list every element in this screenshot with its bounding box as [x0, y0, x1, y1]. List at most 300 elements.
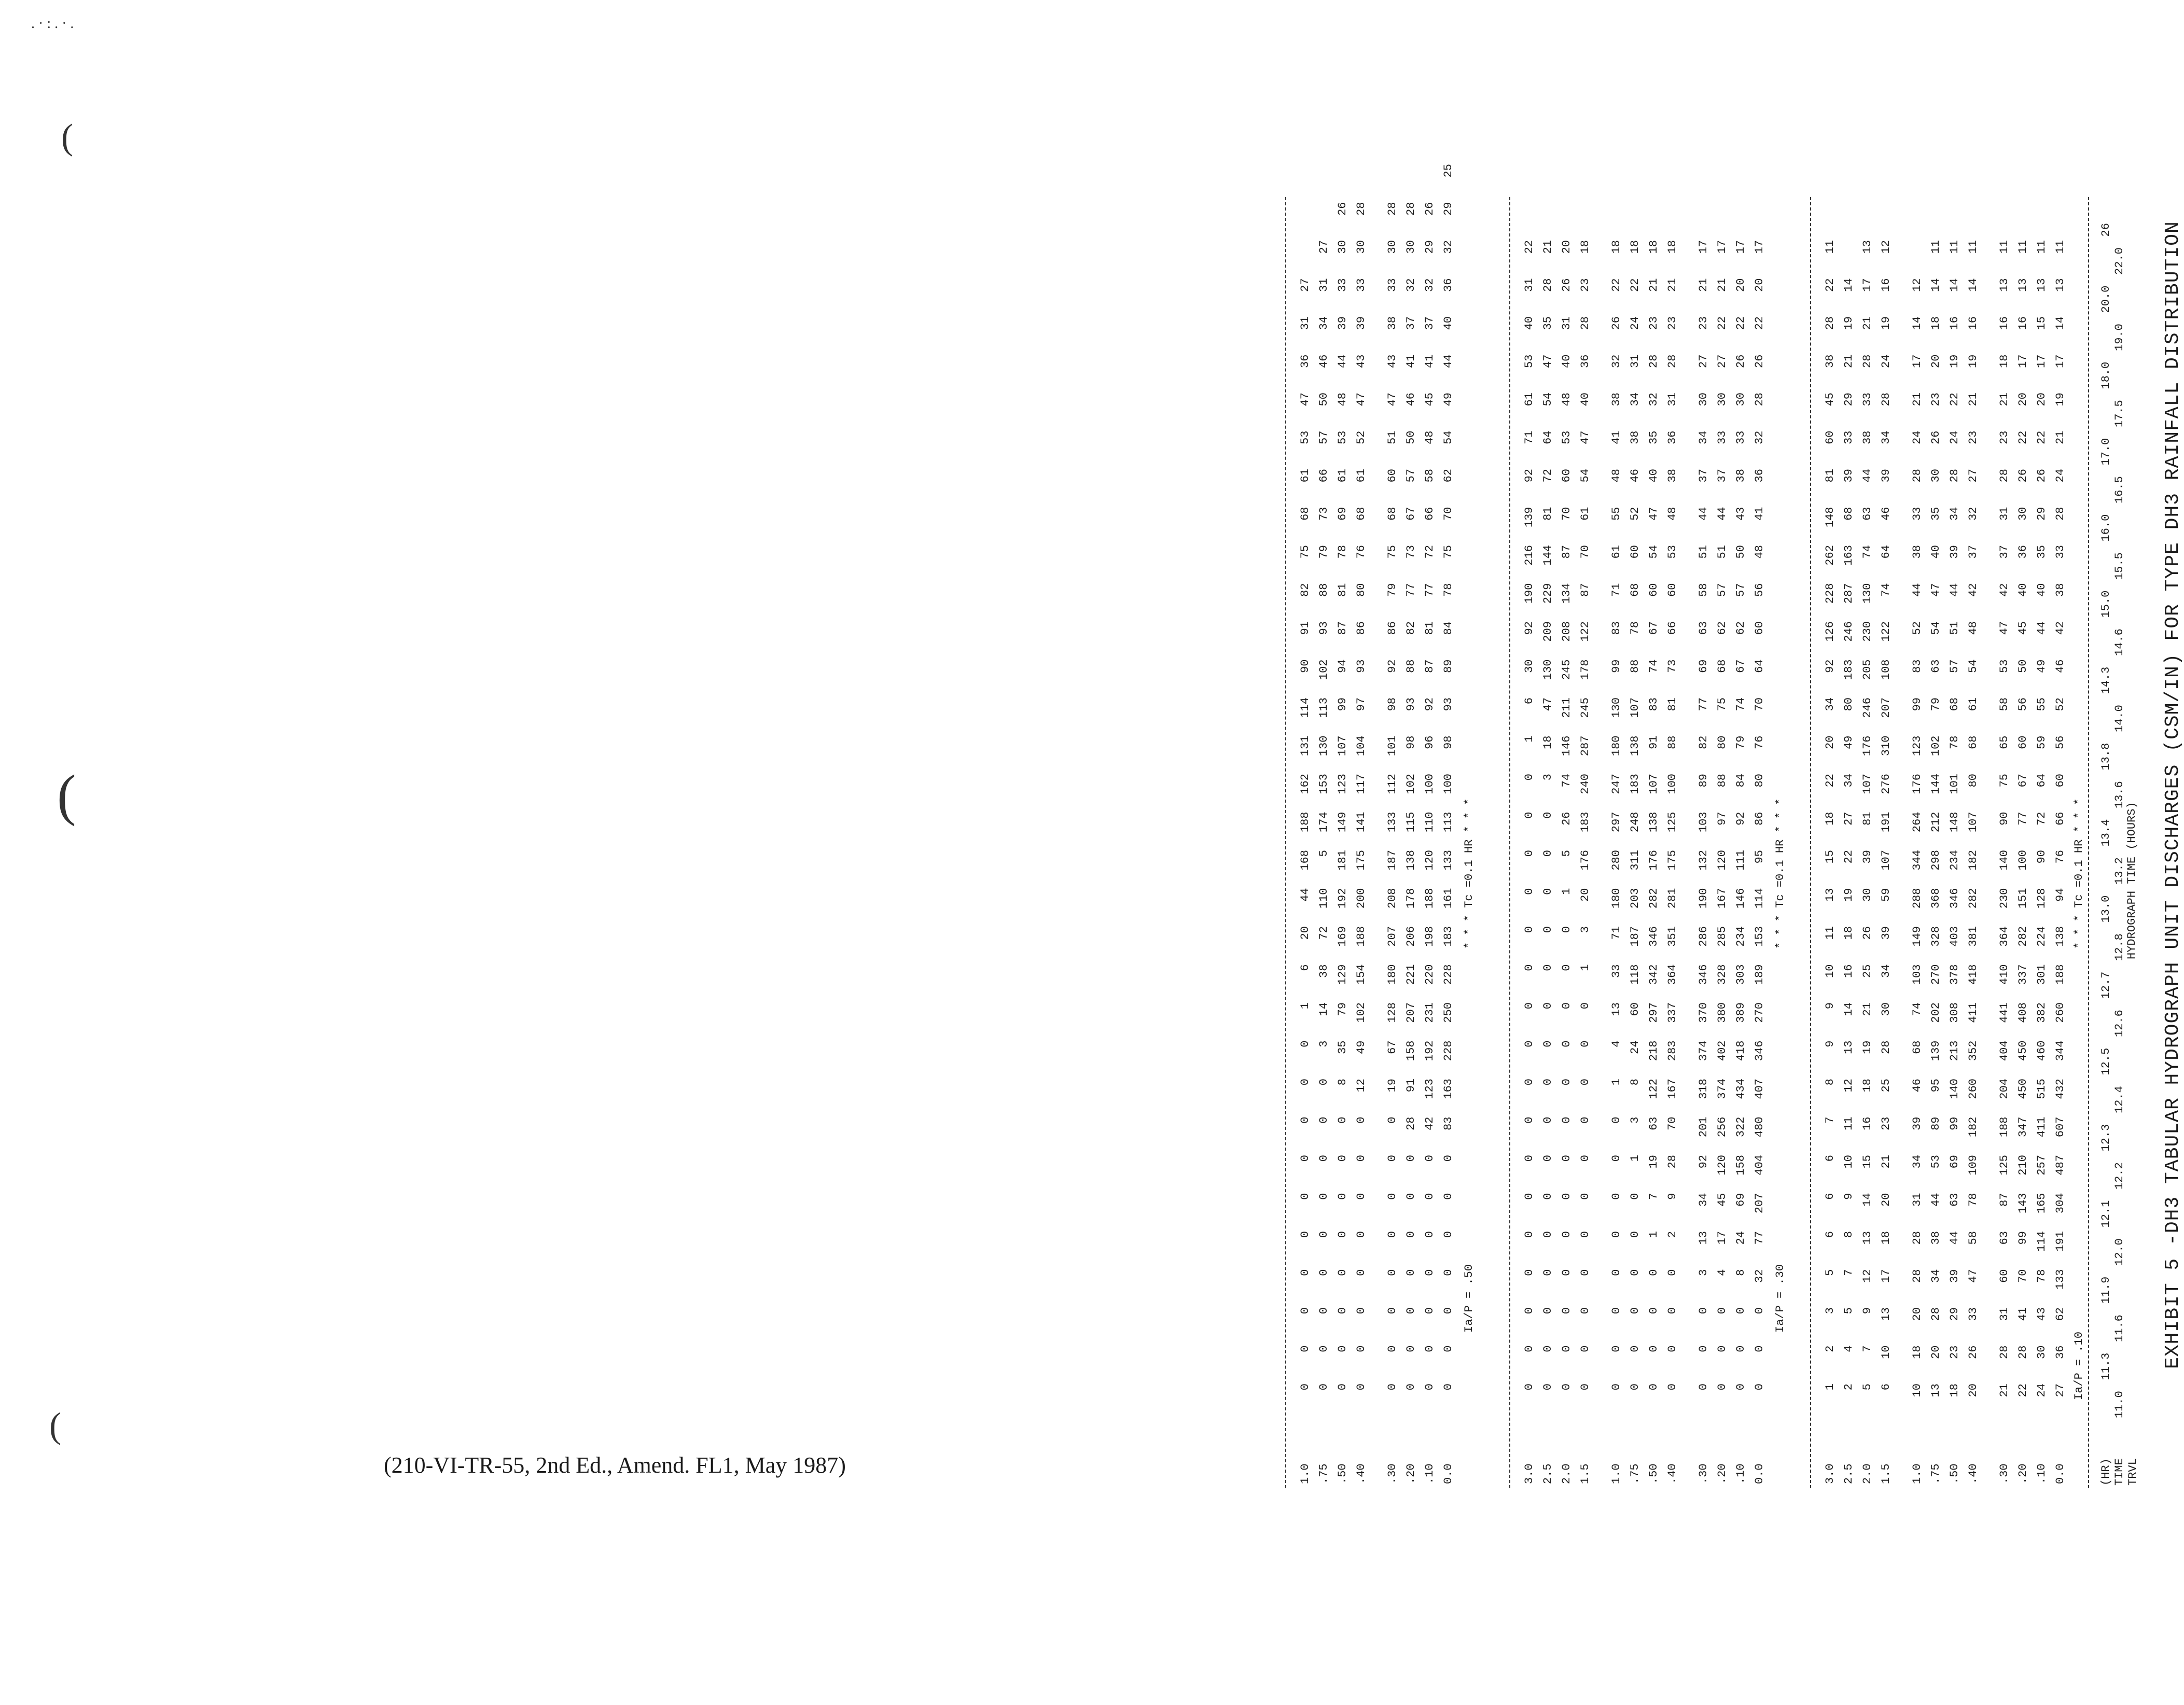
- discharge-value: 0: [1579, 1383, 1592, 1391]
- discharge-value: 87: [1423, 659, 1436, 673]
- discharge-value: 8: [1734, 1269, 1747, 1276]
- discharge-value: 34: [1842, 774, 1855, 788]
- discharge-value: 46: [2054, 659, 2067, 673]
- discharge-value: 34: [1317, 316, 1330, 330]
- discharge-value: 380: [1716, 1002, 1729, 1023]
- travel-time-row-label: .75: [1317, 1463, 1330, 1484]
- discharge-value: 0: [1523, 1193, 1536, 1200]
- discharge-value: 192: [1423, 1040, 1436, 1061]
- discharge-value: 7: [1861, 1345, 1874, 1352]
- discharge-value: 6: [1523, 697, 1536, 705]
- time-column-header: 14.0: [2113, 705, 2126, 732]
- discharge-value: 32: [1610, 354, 1623, 368]
- discharge-value: 15: [2035, 316, 2048, 330]
- discharge-value: 68: [1948, 697, 1961, 711]
- travel-time-row-label: .10: [1423, 1463, 1436, 1484]
- discharge-value: 68: [1299, 507, 1312, 521]
- discharge-value: 188: [2054, 964, 2067, 985]
- discharge-value: 54: [1579, 469, 1592, 483]
- discharge-value: 125: [1998, 1155, 2011, 1176]
- discharge-value: 26: [1560, 278, 1573, 292]
- discharge-value: 38: [2054, 583, 2067, 597]
- discharge-value: 120: [1716, 850, 1729, 871]
- discharge-value: 21: [1967, 393, 1980, 407]
- discharge-value: 146: [1560, 735, 1573, 757]
- discharge-value: 30: [2016, 507, 2029, 521]
- discharge-value: 0: [1523, 888, 1536, 895]
- discharge-value: 88: [1317, 583, 1330, 597]
- discharge-value: 88: [1629, 659, 1642, 673]
- discharge-value: 8: [1842, 1231, 1855, 1238]
- discharge-value: 32: [1753, 1269, 1766, 1283]
- discharge-value: 200: [1355, 888, 1368, 909]
- time-column-header: 14.3: [2099, 666, 2112, 694]
- discharge-value: 131: [1299, 735, 1312, 757]
- discharge-value: 297: [1647, 1002, 1660, 1023]
- discharge-value: 31: [1317, 278, 1330, 292]
- discharge-value: 39: [1355, 316, 1368, 330]
- discharge-value: 187: [1386, 850, 1399, 871]
- discharge-value: 36: [1753, 469, 1766, 483]
- discharge-value: 0: [1523, 1116, 1536, 1124]
- discharge-value: 17: [1734, 240, 1747, 254]
- discharge-value: 24: [1911, 430, 1924, 444]
- discharge-value: 26: [1560, 812, 1573, 826]
- discharge-value: 0: [1541, 926, 1554, 933]
- discharge-value: 163: [1442, 1079, 1455, 1099]
- discharge-value: 0: [1442, 1231, 1455, 1238]
- discharge-value: 0: [1442, 1193, 1455, 1200]
- travel-time-row-label: .40: [1355, 1463, 1368, 1484]
- discharge-value: 0: [1336, 1307, 1349, 1315]
- discharge-value: 2: [1824, 1345, 1837, 1352]
- discharge-value: 140: [1998, 850, 2011, 871]
- discharge-value: 5: [1842, 1307, 1855, 1315]
- discharge-value: 47: [1929, 583, 1942, 597]
- discharge-value: 0: [1523, 1040, 1536, 1047]
- discharge-value: 33: [1386, 278, 1399, 292]
- tc-band-label: * * * Tc =0.1 HR * * *: [2072, 798, 2085, 949]
- travel-time-row-label: .30: [1386, 1463, 1399, 1484]
- discharge-value: 21: [1666, 278, 1679, 292]
- discharge-value: 280: [1610, 850, 1623, 871]
- discharge-value: 0: [1734, 1383, 1747, 1391]
- discharge-value: 17: [1753, 240, 1766, 254]
- discharge-value: 40: [1929, 545, 1942, 559]
- discharge-value: 7: [1842, 1269, 1855, 1276]
- discharge-value: 364: [1666, 964, 1679, 985]
- discharge-value: 0: [1560, 1269, 1573, 1276]
- discharge-value: 30: [1880, 1002, 1893, 1016]
- discharge-value: 68: [1355, 507, 1368, 521]
- discharge-value: 24: [1629, 1040, 1642, 1054]
- discharge-value: 418: [1967, 964, 1980, 985]
- discharge-value: 61: [1579, 507, 1592, 521]
- discharge-value: 126: [1824, 621, 1837, 642]
- discharge-value: 28: [2016, 1345, 2029, 1359]
- discharge-value: 0: [1386, 1345, 1399, 1352]
- discharge-value: 54: [1647, 545, 1660, 559]
- discharge-value: 8: [1824, 1079, 1837, 1086]
- discharge-value: 17: [1716, 1231, 1729, 1245]
- discharge-value: 14: [1842, 278, 1855, 292]
- discharge-value: 59: [1880, 888, 1893, 902]
- discharge-value: 0: [1299, 1116, 1312, 1124]
- discharge-value: 44: [1948, 1231, 1961, 1245]
- discharge-value: 67: [2016, 774, 2029, 788]
- discharge-value: 230: [1998, 888, 2011, 909]
- discharge-value: 128: [1386, 1002, 1399, 1023]
- discharge-value: 81: [1824, 469, 1837, 483]
- discharge-value: 14: [1317, 1002, 1330, 1016]
- discharge-value: 77: [2016, 812, 2029, 826]
- discharge-value: 44: [1929, 1193, 1942, 1207]
- discharge-value: 33: [1336, 278, 1349, 292]
- discharge-value: 68: [1629, 583, 1642, 597]
- discharge-value: 151: [2016, 888, 2029, 909]
- discharge-value: 38: [1861, 430, 1874, 444]
- discharge-value: 31: [1666, 393, 1679, 407]
- discharge-value: 100: [2016, 850, 2029, 871]
- travel-time-row-label: .50: [1336, 1463, 1349, 1484]
- discharge-value: 5: [1560, 850, 1573, 857]
- discharge-value: 149: [1911, 926, 1924, 947]
- discharge-value: 22: [1629, 278, 1642, 292]
- discharge-value: 61: [1967, 697, 1980, 711]
- discharge-value: 14: [1948, 278, 1961, 292]
- discharge-value: 30: [1734, 393, 1747, 407]
- discharge-value: 63: [1948, 1193, 1961, 1207]
- discharge-value: 22: [1610, 278, 1623, 292]
- discharge-value: 74: [1911, 1002, 1924, 1016]
- discharge-value: 188: [1423, 888, 1436, 909]
- discharge-value: 183: [1629, 774, 1642, 794]
- discharge-value: 210: [2016, 1155, 2029, 1176]
- discharge-value: 20: [1880, 1193, 1893, 1207]
- discharge-value: 17: [1697, 240, 1710, 254]
- discharge-value: 22: [2016, 1383, 2029, 1397]
- discharge-value: 75: [1386, 545, 1399, 559]
- discharge-value: 27: [1299, 278, 1312, 292]
- discharge-value: 42: [2054, 621, 2067, 635]
- discharge-value: 0: [1629, 1345, 1642, 1352]
- discharge-value: 0: [1442, 1155, 1455, 1162]
- discharge-value: 17: [1716, 240, 1729, 254]
- discharge-value: 1: [1824, 1383, 1837, 1391]
- discharge-value: 0: [1697, 1307, 1710, 1315]
- discharge-value: 53: [1336, 430, 1349, 444]
- discharge-value: 27: [1842, 812, 1855, 826]
- discharge-value: 28: [1911, 469, 1924, 483]
- discharge-value: 1: [1610, 1079, 1623, 1086]
- discharge-value: 0: [1299, 1269, 1312, 1276]
- discharge-value: 38: [1317, 964, 1330, 978]
- discharge-value: 0: [1423, 1383, 1436, 1391]
- discharge-value: 48: [1610, 469, 1623, 483]
- discharge-value: 88: [1666, 735, 1679, 749]
- travel-time-row-label: .75: [1929, 1463, 1942, 1484]
- discharge-value: 100: [1442, 774, 1455, 794]
- discharge-value: 20: [1929, 354, 1942, 368]
- discharge-value: 104: [1355, 735, 1368, 757]
- discharge-value: 78: [1948, 735, 1961, 749]
- discharge-value: 18: [1824, 812, 1837, 826]
- discharge-value: 78: [1629, 621, 1642, 635]
- discharge-value: 286: [1697, 926, 1710, 947]
- discharge-value: 23: [1697, 316, 1710, 330]
- discharge-value: 1: [1299, 1002, 1312, 1010]
- discharge-value: 31: [1299, 316, 1312, 330]
- discharge-value: 487: [2054, 1155, 2067, 1176]
- discharge-value: 19: [2054, 393, 2067, 407]
- discharge-value: 6: [1824, 1193, 1837, 1200]
- discharge-value: 28: [1861, 354, 1874, 368]
- footer-citation: (210-VI-TR-55, 2nd Ed., Amend. FL1, May 1987): [384, 1452, 846, 1478]
- discharge-value: 0: [1629, 1231, 1642, 1238]
- discharge-value: 11: [1824, 240, 1837, 254]
- discharge-value: 47: [1541, 354, 1554, 368]
- discharge-value: 66: [1317, 469, 1330, 483]
- discharge-value: 79: [1386, 583, 1399, 597]
- discharge-value: 228: [1442, 964, 1455, 985]
- discharge-value: 368: [1929, 888, 1942, 909]
- discharge-value: 28: [1666, 354, 1679, 368]
- discharge-value: 182: [1967, 1116, 1980, 1138]
- discharge-value: 285: [1716, 926, 1729, 947]
- discharge-value: 72: [1317, 926, 1330, 940]
- discharge-value: 0: [1336, 1383, 1349, 1391]
- discharge-value: 7: [1824, 1116, 1837, 1124]
- discharge-value: 34: [1948, 507, 1961, 521]
- discharge-value: 103: [1911, 964, 1924, 985]
- discharge-value: 63: [1861, 507, 1874, 521]
- discharge-value: 245: [1560, 659, 1573, 680]
- discharge-value: 28: [1998, 469, 2011, 483]
- discharge-value: 1: [1629, 1155, 1642, 1162]
- discharge-value: 23: [1880, 1116, 1893, 1130]
- discharge-value: 39: [1880, 469, 1893, 483]
- discharge-value: 130: [1541, 659, 1554, 680]
- discharge-value: 0: [1442, 1307, 1455, 1315]
- discharge-value: 43: [1386, 354, 1399, 368]
- discharge-value: 0: [1647, 1307, 1660, 1315]
- time-column-header: 12.8: [2113, 933, 2126, 961]
- discharge-value: 1: [1560, 888, 1573, 895]
- discharge-value: 77: [1697, 697, 1710, 711]
- discharge-value: 28: [1355, 202, 1368, 216]
- discharge-value: 22: [2035, 430, 2048, 444]
- discharge-value: 224: [2035, 926, 2048, 947]
- discharge-value: 308: [1948, 1002, 1961, 1023]
- discharge-value: 21: [1861, 316, 1874, 330]
- discharge-value: 114: [2035, 1231, 2048, 1252]
- discharge-value: 45: [1824, 393, 1837, 407]
- discharge-value: 0: [1610, 1383, 1623, 1391]
- discharge-value: 28: [1929, 1307, 1942, 1321]
- discharge-value: 99: [1610, 659, 1623, 673]
- scan-bracket-left-3: (: [49, 1406, 62, 1446]
- time-column-header: 12.4: [2113, 1086, 2126, 1113]
- discharge-value: 0: [1355, 1193, 1368, 1200]
- discharge-value: 234: [1948, 850, 1961, 871]
- discharge-value: 28: [1753, 393, 1766, 407]
- discharge-value: 63: [1647, 1116, 1660, 1130]
- discharge-value: 40: [1647, 469, 1660, 483]
- discharge-value: 30: [1929, 469, 1942, 483]
- discharge-value: 276: [1880, 774, 1893, 794]
- discharge-value: 32: [1404, 278, 1417, 292]
- discharge-value: 20: [1929, 1345, 1942, 1359]
- discharge-value: 76: [1355, 545, 1368, 559]
- discharge-value: 69: [1336, 507, 1349, 521]
- discharge-value: 17: [2016, 354, 2029, 368]
- discharge-value: 60: [1753, 621, 1766, 635]
- discharge-value: 102: [1404, 774, 1417, 794]
- discharge-value: 0: [1355, 1269, 1368, 1276]
- discharge-value: 123: [1911, 735, 1924, 757]
- discharge-value: 42: [1967, 583, 1980, 597]
- discharge-value: 16: [1880, 278, 1893, 292]
- discharge-value: 46: [1911, 1079, 1924, 1093]
- discharge-value: 26: [1929, 430, 1942, 444]
- discharge-value: 70: [2016, 1269, 2029, 1283]
- discharge-value: 220: [1423, 964, 1436, 985]
- discharge-value: 69: [1734, 1193, 1747, 1207]
- discharge-value: 54: [1929, 621, 1942, 635]
- discharge-value: 9: [1824, 1040, 1837, 1047]
- discharge-value: 64: [2035, 774, 2048, 788]
- discharge-value: 94: [1336, 659, 1349, 673]
- discharge-value: 81: [1666, 697, 1679, 711]
- discharge-value: 0: [1541, 888, 1554, 895]
- discharge-value: 90: [1998, 812, 2011, 826]
- discharge-value: 67: [1647, 621, 1660, 635]
- travel-time-row-label: .10: [2035, 1463, 2048, 1484]
- discharge-value: 51: [1697, 545, 1710, 559]
- discharge-value: 89: [1442, 659, 1455, 673]
- discharge-value: 0: [1541, 1231, 1554, 1238]
- discharge-value: 130: [1861, 583, 1874, 604]
- discharge-value: 40: [1523, 316, 1536, 330]
- discharge-value: 0: [1541, 1116, 1554, 1124]
- discharge-value: 26: [1610, 316, 1623, 330]
- discharge-value: 60: [1386, 469, 1399, 483]
- discharge-value: 154: [1355, 964, 1368, 985]
- discharge-value: 0: [1523, 1002, 1536, 1010]
- discharge-value: 404: [1998, 1040, 2011, 1061]
- discharge-value: 404: [1753, 1155, 1766, 1176]
- discharge-value: 41: [1753, 507, 1766, 521]
- discharge-value: 25: [1861, 964, 1874, 978]
- discharge-value: 198: [1423, 926, 1436, 947]
- time-column-header: 12.5: [2099, 1047, 2112, 1075]
- discharge-value: 183: [1842, 659, 1855, 680]
- discharge-value: 264: [1911, 812, 1924, 833]
- discharge-value: 91: [1299, 621, 1312, 635]
- travel-time-row-label: 1.0: [1911, 1463, 1924, 1484]
- discharge-value: 82: [1697, 735, 1710, 749]
- discharge-value: 0: [1753, 1383, 1766, 1391]
- discharge-value: 0: [1386, 1193, 1399, 1200]
- discharge-value: 115: [1404, 812, 1417, 833]
- discharge-value: 73: [1404, 545, 1417, 559]
- discharge-value: 0: [1442, 1383, 1455, 1391]
- discharge-value: 480: [1753, 1116, 1766, 1138]
- discharge-value: 20: [1753, 278, 1766, 292]
- discharge-value: 64: [1541, 430, 1554, 444]
- discharge-value: 22: [1824, 774, 1837, 788]
- discharge-value: 47: [1998, 621, 2011, 635]
- discharge-value: 212: [1929, 812, 1942, 833]
- discharge-value: 0: [1404, 1269, 1417, 1276]
- discharge-value: 16: [1998, 316, 2011, 330]
- discharge-value: 0: [1336, 1269, 1349, 1276]
- discharge-value: 51: [1386, 430, 1399, 444]
- discharge-value: 0: [1541, 1307, 1554, 1315]
- discharge-value: 4: [1716, 1269, 1729, 1276]
- discharge-value: 27: [1317, 240, 1330, 254]
- discharge-value: 24: [1629, 316, 1642, 330]
- discharge-value: 37: [1716, 469, 1729, 483]
- discharge-value: 0: [1404, 1155, 1417, 1162]
- discharge-value: 114: [1299, 697, 1312, 718]
- discharge-value: 0: [1299, 1193, 1312, 1200]
- discharge-value: 13: [1998, 278, 2011, 292]
- discharge-value: 20: [2035, 393, 2048, 407]
- discharge-value: 0: [1666, 1345, 1679, 1352]
- discharge-value: 178: [1404, 888, 1417, 909]
- discharge-value: 117: [1355, 774, 1368, 794]
- discharge-value: 53: [1560, 430, 1573, 444]
- discharge-value: 62: [1442, 469, 1455, 483]
- discharge-value: 65: [1998, 735, 2011, 749]
- discharge-value: 143: [2016, 1193, 2029, 1214]
- discharge-value: 139: [1929, 1040, 1942, 1061]
- discharge-value: 180: [1610, 888, 1623, 909]
- discharge-value: 108: [1880, 659, 1893, 680]
- discharge-value: 63: [1929, 659, 1942, 673]
- discharge-value: 0: [1336, 1193, 1349, 1200]
- discharge-value: 0: [1404, 1307, 1417, 1315]
- discharge-value: 11: [1824, 926, 1837, 940]
- discharge-value: 181: [1336, 850, 1349, 871]
- discharge-value: 167: [1666, 1079, 1679, 1099]
- discharge-value: 67: [1734, 659, 1747, 673]
- discharge-value: 310: [1880, 735, 1893, 757]
- discharge-value: 50: [1404, 430, 1417, 444]
- discharge-value: 247: [1610, 774, 1623, 794]
- discharge-value: 62: [2054, 1307, 2067, 1321]
- discharge-value: 114: [1753, 888, 1766, 909]
- discharge-value: 162: [1299, 774, 1312, 794]
- discharge-value: 99: [2016, 1231, 2029, 1245]
- discharge-value: 216: [1523, 545, 1536, 566]
- discharge-value: 130: [1317, 735, 1330, 757]
- travel-time-row-label: 2.0: [1861, 1463, 1874, 1484]
- discharge-value: 13: [1824, 888, 1837, 902]
- discharge-value: 89: [1697, 774, 1710, 788]
- discharge-value: 402: [1716, 1040, 1729, 1061]
- discharge-value: 0: [1541, 1193, 1554, 1200]
- discharge-value: 0: [1299, 1231, 1312, 1238]
- discharge-value: 0: [1299, 1155, 1312, 1162]
- discharge-value: 100: [1423, 774, 1436, 794]
- discharge-value: 230: [1861, 621, 1874, 642]
- discharge-value: 460: [2035, 1040, 2048, 1061]
- discharge-value: 86: [1386, 621, 1399, 635]
- discharge-value: 18: [1861, 1079, 1874, 1093]
- discharge-value: 38: [1929, 1231, 1942, 1245]
